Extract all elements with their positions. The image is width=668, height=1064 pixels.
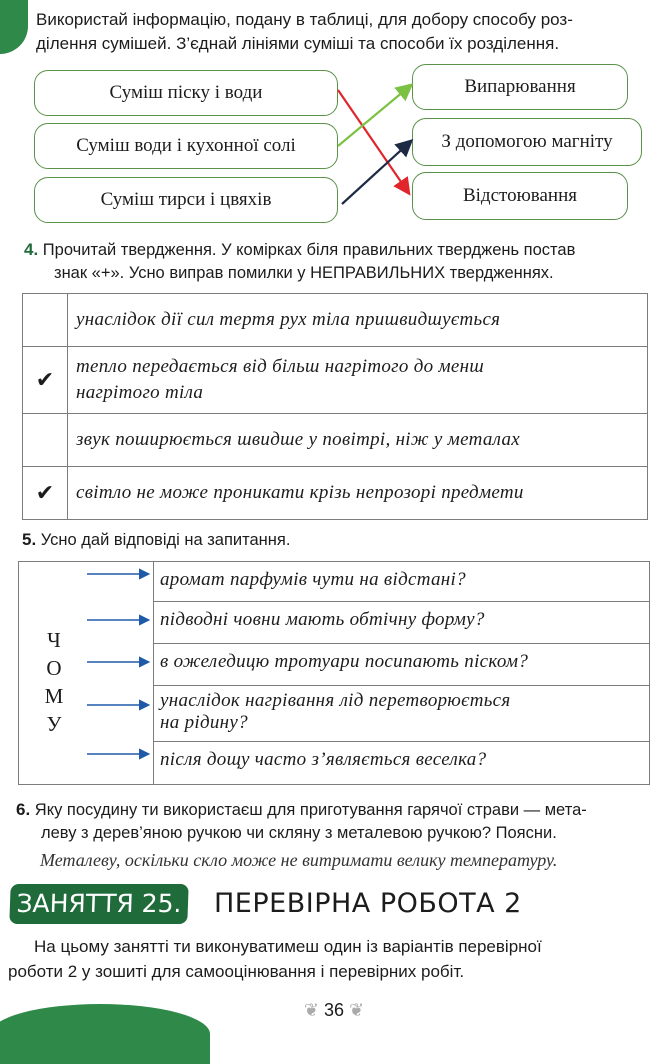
question-row xyxy=(153,562,649,602)
statement-row xyxy=(23,347,648,414)
answer-cell[interactable] xyxy=(23,294,68,347)
question-arrows xyxy=(81,562,155,784)
task-6-prompt xyxy=(16,798,656,845)
answer-cell[interactable]: ✔ xyxy=(23,467,68,520)
statement-row xyxy=(23,294,648,347)
why-letter: Ч xyxy=(47,628,61,652)
task-text: Усно дай відповіді на запитання. xyxy=(40,531,291,549)
leaf-icon: ❦ xyxy=(303,1000,324,1020)
task-5-prompt xyxy=(22,528,290,552)
statement-line: унаслідок дії сил тертя рух тіла пришвидшується xyxy=(76,309,501,330)
statement-text xyxy=(68,347,648,414)
question-row xyxy=(153,644,649,686)
statement-line: звук поширюється швидше у повітрі, ніж у металах xyxy=(76,429,520,450)
statement-line: тепло передається від більш нагрітого до менш xyxy=(76,356,485,377)
method-box-evaporation[interactable]: Випарювання xyxy=(412,64,628,110)
question-text: на рідину? xyxy=(160,712,248,733)
question-row xyxy=(153,742,649,784)
connector-salt-water-evaporation xyxy=(338,86,410,146)
why-letter: У xyxy=(46,712,62,736)
task-text: Прочитай твердження. У комірках біля правильних тверджень постав xyxy=(42,241,576,259)
description-line: роботи 2 у зошиті для самооцінювання і перевірних робіт. xyxy=(8,962,465,981)
page-corner-decoration xyxy=(0,1004,210,1064)
question-text: в ожеледицю тротуари посипають піском? xyxy=(160,651,529,672)
instruction-line: ділення сумішей. З’єднай лініями суміші та способи їх розділення. xyxy=(36,34,560,53)
matching-lines xyxy=(0,0,668,260)
task-number: 4. xyxy=(24,240,39,259)
statement-text xyxy=(68,414,648,467)
lesson-title: ПЕРЕВІРНА РОБОТА 2 xyxy=(214,888,522,919)
answer-cell[interactable] xyxy=(23,414,68,467)
statements-table xyxy=(22,293,648,520)
question-text: аромат парфумів чути на відстані? xyxy=(160,569,466,590)
mixture-box-sand-water[interactable]: Суміш піску і води xyxy=(34,70,338,116)
task-text: леву з дерев’яною ручкою чи скляну з металевою ручкою? Поясни. xyxy=(41,824,557,842)
task-text: знак «+». Усно виправ помилки у НЕПРАВИЛЬНИХ твердженнях. xyxy=(54,264,554,282)
statement-line: нагрітого тіла xyxy=(76,382,204,403)
description-line: На цьому занятті ти виконуватимеш один із варіантів перевірної xyxy=(34,937,542,956)
task-text: Яку посудину ти використаєш для приготування гарячої страви — мета- xyxy=(34,801,587,819)
leaf-icon: ❦ xyxy=(344,1000,365,1020)
why-letter: М xyxy=(44,684,64,708)
method-box-settling[interactable]: Відстоювання xyxy=(412,172,628,220)
page-number xyxy=(296,994,372,1026)
statement-row xyxy=(23,467,648,520)
question-text: унаслідок нагрівання лід перетворюється xyxy=(160,690,511,711)
lesson-description xyxy=(8,934,658,984)
answer-cell[interactable]: ✔ xyxy=(23,347,68,414)
mixture-box-sawdust-nails[interactable]: Суміш тирси і цвяхів xyxy=(34,177,338,223)
question-text: після дощу часто з’являється веселка? xyxy=(160,749,487,770)
handwritten-answer: Металеву, оскільки скло може не витримати велику температуру. xyxy=(40,850,558,870)
statement-row xyxy=(23,414,648,467)
lesson-badge: ЗАНЯТТЯ 25. xyxy=(9,884,188,924)
task-number: 6. xyxy=(16,800,31,819)
task-4-prompt xyxy=(24,238,654,285)
question-text: підводні човни мають обтічну форму? xyxy=(160,609,485,630)
statement-line: світло не може проникати крізь непрозорі предмети xyxy=(76,482,524,503)
task-number: 5. xyxy=(22,530,37,549)
statement-text xyxy=(68,467,648,520)
instruction-line: Використай інформацію, подану в таблиці, для добору способу роз- xyxy=(36,10,573,29)
mixture-box-salt-water[interactable]: Суміш води і кухонної солі xyxy=(34,123,338,169)
question-row xyxy=(153,602,649,644)
question-row xyxy=(153,686,649,742)
page-number-value: 36 xyxy=(323,1000,345,1020)
why-questions-block xyxy=(18,561,650,785)
statement-text xyxy=(68,294,648,347)
method-box-magnet[interactable]: З допомогою магніту xyxy=(412,118,642,166)
why-letter: О xyxy=(46,656,62,680)
why-word xyxy=(43,626,65,738)
connector-sawdust-nails-magnet xyxy=(342,142,410,204)
